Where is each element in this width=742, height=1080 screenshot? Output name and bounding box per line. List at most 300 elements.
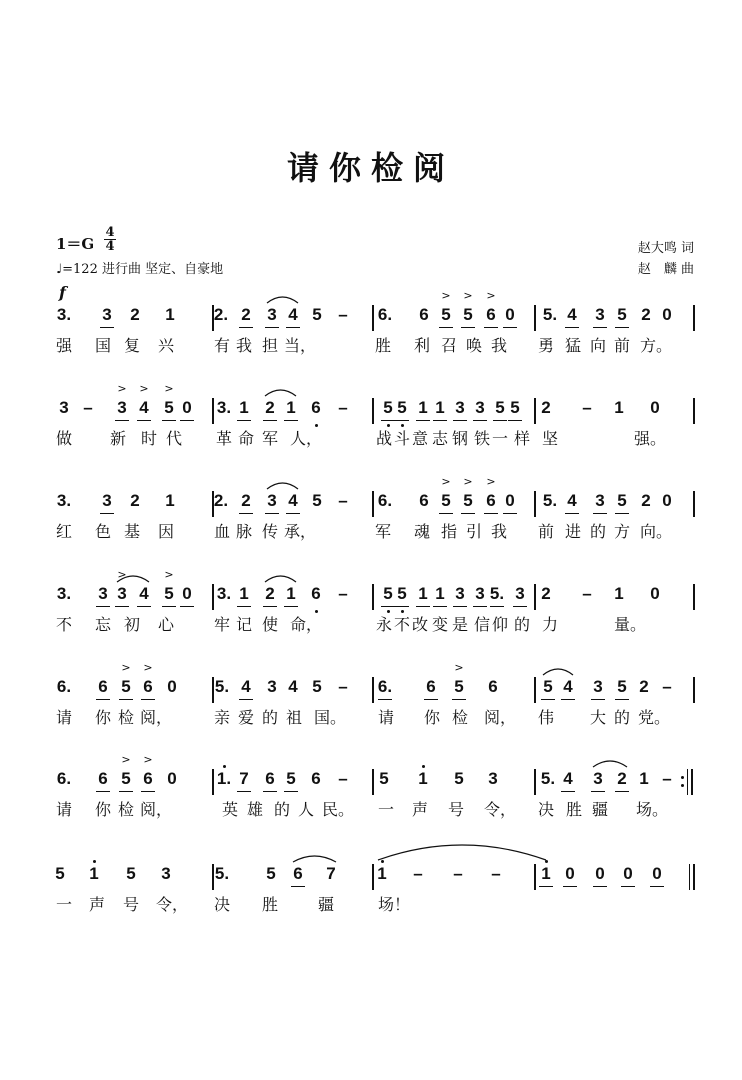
lyric-syllable: 铁 bbox=[473, 429, 490, 448]
beam-underline bbox=[265, 327, 279, 328]
lyric-syllable: 初 bbox=[123, 615, 140, 634]
beam-underline bbox=[263, 606, 277, 607]
time-signature-top: 4 bbox=[105, 225, 115, 240]
note: 5. bbox=[542, 491, 558, 510]
lyric-syllable: 的 bbox=[613, 708, 630, 727]
system-5 bbox=[0, 661, 742, 757]
accent-mark: > bbox=[164, 568, 174, 581]
lyric-syllable: 强。 bbox=[634, 429, 667, 448]
extension-dash: – bbox=[338, 305, 348, 324]
note: 4 bbox=[288, 491, 298, 510]
note: 3 bbox=[488, 769, 498, 788]
lyric-syllable: 担 bbox=[261, 336, 278, 355]
beam-underline bbox=[439, 327, 453, 328]
tempo-marking: ♩=122 进行曲 坚定、自豪地 bbox=[56, 262, 224, 277]
beam-underline bbox=[286, 327, 300, 328]
beam-underline bbox=[137, 606, 151, 607]
beam-underline bbox=[237, 791, 251, 792]
lyric-syllable: 有 bbox=[213, 336, 230, 355]
lyric-syllable: 令， bbox=[156, 895, 189, 914]
extension-dash: – bbox=[83, 398, 93, 417]
note: 6 bbox=[265, 769, 275, 788]
accent-mark: > bbox=[486, 289, 496, 302]
beam-underline bbox=[615, 699, 629, 700]
lyric-syllable: 斗 bbox=[393, 429, 410, 448]
slur bbox=[265, 390, 296, 396]
accent-mark: > bbox=[121, 753, 131, 766]
beam-underline bbox=[490, 606, 504, 607]
note: 1 bbox=[239, 584, 249, 603]
beam-underline bbox=[453, 420, 467, 421]
barline bbox=[693, 398, 695, 424]
lyric-syllable: 不 bbox=[55, 615, 72, 634]
beam-underline bbox=[284, 606, 298, 607]
lyric-syllable: 检 bbox=[117, 708, 134, 727]
lyric-syllable: 胜 bbox=[565, 800, 582, 819]
beam-underline bbox=[395, 606, 409, 607]
lyric-syllable: 的 bbox=[273, 800, 290, 819]
beam-underline bbox=[615, 513, 629, 514]
beam-underline bbox=[119, 699, 133, 700]
slur bbox=[265, 576, 296, 582]
lyric-syllable: 胜 bbox=[261, 895, 278, 914]
beam-underline bbox=[565, 513, 579, 514]
note: 6. bbox=[56, 677, 72, 696]
note: 6 bbox=[143, 677, 153, 696]
accent-mark: > bbox=[164, 382, 174, 395]
barline bbox=[212, 769, 214, 795]
beam-underline bbox=[96, 699, 110, 700]
lyric-syllable: 一 bbox=[491, 429, 508, 448]
note: 5. bbox=[489, 584, 505, 603]
note: 5 bbox=[312, 491, 322, 510]
lyric-syllable: 军 bbox=[261, 429, 278, 448]
beam-underline bbox=[286, 513, 300, 514]
beam-underline bbox=[378, 699, 392, 700]
lyric-syllable: 民。 bbox=[322, 800, 355, 819]
beam-underline bbox=[452, 699, 466, 700]
note: 4 bbox=[567, 491, 577, 510]
lyric-syllable: 的 bbox=[589, 522, 606, 541]
lyric-syllable: 的 bbox=[513, 615, 530, 634]
note: 5 bbox=[164, 584, 174, 603]
beam-underline bbox=[621, 886, 635, 887]
beam-underline bbox=[593, 513, 607, 514]
note: 5 bbox=[454, 677, 464, 696]
lyric-syllable: 国 bbox=[94, 336, 111, 355]
beam-underline bbox=[381, 606, 395, 607]
note: 7 bbox=[239, 769, 249, 788]
note: 0 bbox=[167, 677, 177, 696]
note: 5 bbox=[617, 677, 627, 696]
accent-mark: > bbox=[486, 475, 496, 488]
note: 3 bbox=[117, 398, 127, 417]
repeat-dot bbox=[681, 776, 684, 779]
beam-underline bbox=[615, 327, 629, 328]
system-4 bbox=[0, 568, 742, 664]
lyric-syllable: 魂 bbox=[413, 522, 430, 541]
beam-underline bbox=[493, 420, 507, 421]
note: 0 bbox=[623, 864, 633, 883]
barline bbox=[693, 305, 695, 331]
barline bbox=[372, 769, 374, 795]
lyric-syllable: 阅， bbox=[140, 708, 173, 727]
note: 6 bbox=[311, 769, 321, 788]
lyric-syllable: 复 bbox=[123, 336, 140, 355]
note: 3 bbox=[475, 398, 485, 417]
note: 5. bbox=[542, 305, 558, 324]
beam-underline bbox=[162, 606, 176, 607]
beam-underline bbox=[115, 420, 129, 421]
note: 3 bbox=[117, 584, 127, 603]
note: 1 bbox=[418, 398, 428, 417]
note: 2 bbox=[241, 491, 251, 510]
beam-underline bbox=[453, 606, 467, 607]
beam-underline bbox=[239, 327, 253, 328]
note: 2 bbox=[541, 398, 551, 417]
note: 6 bbox=[311, 398, 321, 417]
note: 3. bbox=[216, 398, 232, 417]
barline-thin bbox=[689, 864, 690, 890]
beam-underline bbox=[284, 791, 298, 792]
note: 3 bbox=[59, 398, 69, 417]
lyric-syllable: 钢 bbox=[451, 429, 468, 448]
lyric-syllable: 前 bbox=[613, 336, 630, 355]
beam-underline bbox=[239, 699, 253, 700]
note: 3 bbox=[102, 305, 112, 324]
lyric-syllable: 血 bbox=[213, 522, 230, 541]
beam-underline bbox=[615, 791, 629, 792]
note: 6 bbox=[293, 864, 303, 883]
lyric-syllable: 的 bbox=[261, 708, 278, 727]
note: 3 bbox=[267, 491, 277, 510]
accent-mark: > bbox=[441, 475, 451, 488]
note: 6 bbox=[98, 677, 108, 696]
note: 2. bbox=[213, 305, 229, 324]
beam-underline bbox=[263, 791, 277, 792]
note: 1 bbox=[418, 584, 428, 603]
lyric-syllable: 我 bbox=[490, 522, 507, 541]
lyric-syllable: 一 bbox=[55, 895, 72, 914]
note: 2. bbox=[213, 491, 229, 510]
lyric-syllable: 请 bbox=[55, 708, 72, 727]
lyric-syllable: 改 bbox=[411, 615, 428, 634]
lyric-syllable: 向 bbox=[589, 336, 606, 355]
extension-dash: – bbox=[582, 584, 592, 603]
lyric-syllable: 你 bbox=[94, 800, 111, 819]
beam-underline bbox=[239, 513, 253, 514]
note: 5 bbox=[617, 491, 627, 510]
note: 6. bbox=[377, 677, 393, 696]
note: 6 bbox=[486, 491, 496, 510]
lyric-syllable: 场！ bbox=[378, 895, 411, 914]
note: 0 bbox=[565, 864, 575, 883]
beam-underline bbox=[541, 699, 555, 700]
lyric-syllable: 因 bbox=[157, 522, 174, 541]
lyric-syllable: 坚 bbox=[541, 429, 558, 448]
beam-underline bbox=[100, 327, 114, 328]
lyric-syllable: 做 bbox=[55, 429, 72, 448]
lyric-syllable: 战 bbox=[375, 429, 392, 448]
beam-underline bbox=[96, 606, 110, 607]
note: 0 bbox=[595, 864, 605, 883]
lyric-syllable: 不 bbox=[393, 615, 410, 634]
extension-dash: – bbox=[338, 491, 348, 510]
beam-underline bbox=[593, 327, 607, 328]
lyric-syllable: 使 bbox=[261, 615, 278, 634]
lyric-syllable: 声 bbox=[411, 800, 428, 819]
lyric-syllable: 志 bbox=[431, 429, 448, 448]
note: 5 bbox=[312, 677, 322, 696]
lyric-syllable: 向。 bbox=[640, 522, 673, 541]
beam-underline bbox=[265, 513, 279, 514]
note: 1 bbox=[165, 305, 175, 324]
note: 4 bbox=[567, 305, 577, 324]
lyric-syllable: 令， bbox=[484, 800, 517, 819]
lyric-syllable: 爱 bbox=[237, 708, 254, 727]
note: 2 bbox=[641, 491, 651, 510]
lyric-syllable: 利 bbox=[413, 336, 430, 355]
lyric-syllable: 决 bbox=[537, 800, 554, 819]
accent-mark: > bbox=[454, 661, 464, 674]
lyric-syllable: 是 bbox=[451, 615, 468, 634]
note: 4 bbox=[241, 677, 251, 696]
lyric-syllable: 牢 bbox=[213, 615, 230, 634]
note: 5 bbox=[312, 305, 322, 324]
note: 1 bbox=[239, 398, 249, 417]
lyric-syllable: 阅， bbox=[484, 708, 517, 727]
beam-underline bbox=[439, 513, 453, 514]
note: 1 bbox=[614, 584, 624, 603]
beam-underline bbox=[416, 606, 430, 607]
note: 3 bbox=[595, 305, 605, 324]
note: 3 bbox=[267, 677, 277, 696]
octave-dot-above bbox=[381, 860, 384, 863]
note: 3 bbox=[267, 305, 277, 324]
note: 2 bbox=[639, 677, 649, 696]
lyric-syllable: 承， bbox=[284, 522, 317, 541]
note: 0 bbox=[652, 864, 662, 883]
lyric-syllable: 猛 bbox=[564, 336, 581, 355]
beam-underline bbox=[503, 327, 517, 328]
slur bbox=[267, 297, 298, 303]
beam-underline bbox=[141, 791, 155, 792]
note: 3 bbox=[593, 769, 603, 788]
note: 2 bbox=[641, 305, 651, 324]
lyric-syllable: 人 bbox=[297, 800, 314, 819]
lyric-syllable: 一 bbox=[377, 800, 394, 819]
composer-credit: 赵 麟 曲 bbox=[637, 262, 694, 277]
barline bbox=[534, 584, 536, 610]
note: 5. bbox=[214, 864, 230, 883]
lyric-syllable: 阅， bbox=[140, 800, 173, 819]
accent-mark: > bbox=[463, 475, 473, 488]
accent-mark: > bbox=[117, 382, 127, 395]
note: 5 bbox=[379, 769, 389, 788]
beam-underline bbox=[565, 327, 579, 328]
barline bbox=[372, 305, 374, 331]
lyric-syllable: 兴 bbox=[157, 336, 174, 355]
lyric-syllable: 前 bbox=[537, 522, 554, 541]
lyric-syllable: 党。 bbox=[638, 708, 671, 727]
slur bbox=[593, 761, 627, 767]
barline bbox=[212, 398, 214, 424]
note: 4 bbox=[288, 305, 298, 324]
note: 5 bbox=[266, 864, 276, 883]
note: 5 bbox=[383, 584, 393, 603]
lyric-syllable: 命， bbox=[290, 615, 323, 634]
lyric-syllable: 号 bbox=[122, 895, 139, 914]
octave-dot-below bbox=[401, 610, 404, 613]
beam-underline bbox=[433, 606, 447, 607]
note: 4 bbox=[563, 769, 573, 788]
barline bbox=[212, 584, 214, 610]
note: 0 bbox=[167, 769, 177, 788]
note: 6 bbox=[486, 305, 496, 324]
beam-underline bbox=[473, 606, 487, 607]
barline bbox=[534, 864, 536, 890]
lyric-syllable: 当， bbox=[284, 336, 317, 355]
lyric-syllable: 国。 bbox=[314, 708, 347, 727]
octave-dot-above bbox=[545, 860, 548, 863]
slur bbox=[293, 856, 336, 862]
lyric-syllable: 我 bbox=[235, 336, 252, 355]
lyric-syllable: 命 bbox=[237, 429, 254, 448]
beam-underline bbox=[180, 606, 194, 607]
note: 5 bbox=[397, 398, 407, 417]
note: 3 bbox=[515, 584, 525, 603]
beam-underline bbox=[263, 420, 277, 421]
octave-dot-above bbox=[93, 860, 96, 863]
note: 0 bbox=[662, 491, 672, 510]
octave-dot-below bbox=[315, 610, 318, 613]
lyric-syllable: 基 bbox=[123, 522, 140, 541]
beam-underline bbox=[484, 327, 498, 328]
lyric-syllable: 大 bbox=[589, 708, 606, 727]
lyric-syllable: 胜 bbox=[374, 336, 391, 355]
octave-dot-above bbox=[422, 765, 425, 768]
beam-underline bbox=[513, 606, 527, 607]
extension-dash: – bbox=[338, 398, 348, 417]
system-2 bbox=[0, 382, 742, 478]
note: 3 bbox=[475, 584, 485, 603]
song-title: 请你检阅 bbox=[286, 149, 455, 187]
note: 4 bbox=[139, 584, 149, 603]
beam-underline bbox=[180, 420, 194, 421]
note: 3 bbox=[161, 864, 171, 883]
key-signature: 1＝G bbox=[56, 235, 95, 253]
beam-underline bbox=[650, 886, 664, 887]
note: 0 bbox=[505, 305, 515, 324]
barline bbox=[693, 584, 695, 610]
lyric-syllable: 我 bbox=[490, 336, 507, 355]
accent-mark: > bbox=[441, 289, 451, 302]
lyric-syllable: 你 bbox=[423, 708, 440, 727]
slur bbox=[543, 669, 573, 675]
beam-underline bbox=[508, 420, 522, 421]
note: 5. bbox=[214, 677, 230, 696]
lyric-syllable: 伟 bbox=[537, 708, 554, 727]
extension-dash: – bbox=[491, 864, 501, 883]
lyric-syllable: 时 bbox=[140, 429, 157, 448]
beam-underline bbox=[395, 420, 409, 421]
extension-dash: – bbox=[662, 677, 672, 696]
barline bbox=[372, 584, 374, 610]
note: 5 bbox=[510, 398, 520, 417]
note: 5 bbox=[441, 491, 451, 510]
note: 0 bbox=[182, 398, 192, 417]
note: 6 bbox=[419, 491, 429, 510]
time-signature bbox=[104, 226, 116, 253]
beam-underline bbox=[284, 420, 298, 421]
lyric-syllable: 新 bbox=[109, 429, 126, 448]
note: 0 bbox=[505, 491, 515, 510]
beam-underline bbox=[119, 791, 133, 792]
lyric-syllable: 人， bbox=[290, 429, 323, 448]
lyric-syllable: 指 bbox=[440, 522, 457, 541]
lyric-syllable: 革 bbox=[215, 429, 232, 448]
note: 2 bbox=[265, 398, 275, 417]
note: 4 bbox=[563, 677, 573, 696]
extension-dash: – bbox=[338, 769, 348, 788]
final-barline bbox=[693, 864, 695, 890]
note: 1 bbox=[89, 864, 99, 883]
lyric-syllable: 检 bbox=[451, 708, 468, 727]
lyric-syllable: 强 bbox=[55, 336, 72, 355]
lyric-syllable: 样 bbox=[513, 429, 530, 448]
lyric-syllable: 红 bbox=[55, 522, 72, 541]
octave-dot-below bbox=[401, 424, 404, 427]
beam-underline bbox=[115, 606, 129, 607]
note: 6 bbox=[311, 584, 321, 603]
beam-underline bbox=[381, 420, 395, 421]
accent-mark: > bbox=[121, 661, 131, 674]
note: 1 bbox=[286, 398, 296, 417]
note: 3 bbox=[593, 677, 603, 696]
note: 0 bbox=[662, 305, 672, 324]
beam-underline bbox=[473, 420, 487, 421]
accent-mark: > bbox=[463, 289, 473, 302]
lyric-syllable: 英 bbox=[221, 800, 238, 819]
lyric-syllable: 色 bbox=[94, 522, 111, 541]
dynamic-forte: f bbox=[59, 283, 66, 302]
beam-underline bbox=[539, 886, 553, 887]
barline bbox=[693, 491, 695, 517]
lyric-syllable: 永 bbox=[375, 615, 392, 634]
note: 1. bbox=[216, 769, 232, 788]
beam-underline bbox=[563, 886, 577, 887]
note: 5 bbox=[495, 398, 505, 417]
octave-dot-below bbox=[387, 424, 390, 427]
beam-underline bbox=[561, 699, 575, 700]
note: 6 bbox=[426, 677, 436, 696]
note: 5 bbox=[617, 305, 627, 324]
note: 2 bbox=[130, 305, 140, 324]
extension-dash: – bbox=[338, 584, 348, 603]
note: 6 bbox=[419, 305, 429, 324]
note: 3 bbox=[595, 491, 605, 510]
note: 3. bbox=[216, 584, 232, 603]
slur bbox=[267, 483, 298, 489]
beam-underline bbox=[424, 699, 438, 700]
lyric-syllable: 你 bbox=[94, 708, 111, 727]
lyric-syllable: 决 bbox=[213, 895, 230, 914]
note: 5 bbox=[383, 398, 393, 417]
lyric-syllable: 信 bbox=[473, 615, 490, 634]
note: 3 bbox=[102, 491, 112, 510]
lyric-syllable: 召 bbox=[440, 336, 457, 355]
system-7 bbox=[0, 864, 742, 944]
